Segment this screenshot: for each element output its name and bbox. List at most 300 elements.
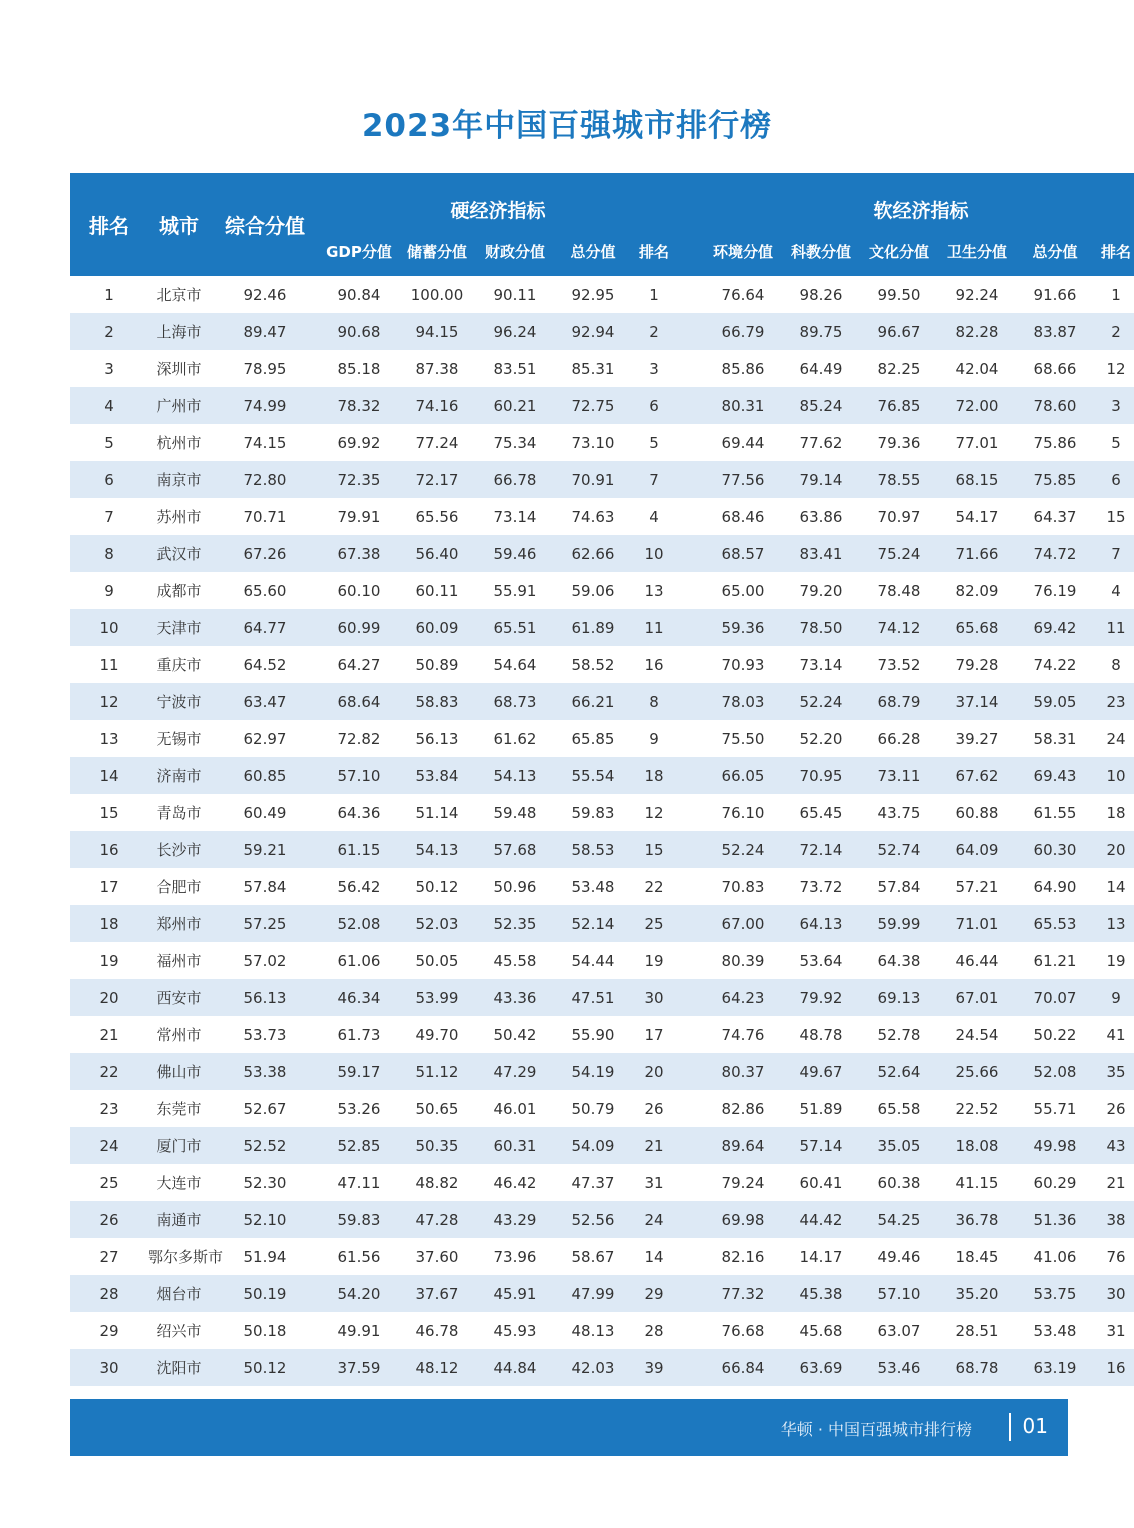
cell-env: 68.46 xyxy=(721,507,765,526)
column-gap xyxy=(676,868,704,905)
cell-hard-rank: 22 xyxy=(644,877,664,896)
cell-hard-rank: 13 xyxy=(644,581,664,600)
cell-fiscal: 60.31 xyxy=(493,1136,537,1155)
cell-hard-rank: 39 xyxy=(644,1358,664,1377)
cell-soft-total: 75.85 xyxy=(1033,470,1077,489)
cell-hard-rank: 2 xyxy=(649,322,659,341)
cell-hard-rank: 16 xyxy=(644,655,664,674)
cell-fiscal: 75.34 xyxy=(493,433,537,452)
column-gap xyxy=(676,1164,704,1201)
cell-savings: 56.13 xyxy=(415,729,459,748)
cell-hard-total: 74.63 xyxy=(571,507,615,526)
cell-env: 76.68 xyxy=(721,1321,765,1340)
cell-soft-total: 64.90 xyxy=(1033,877,1077,896)
cell-composite: 60.85 xyxy=(243,766,287,785)
cell-fiscal: 57.68 xyxy=(493,840,537,859)
cell-gdp: 72.82 xyxy=(337,729,381,748)
cell-fiscal: 46.42 xyxy=(493,1173,537,1192)
cell-gdp: 61.56 xyxy=(337,1247,381,1266)
cell-hard-rank: 21 xyxy=(644,1136,664,1155)
cell-edu: 89.75 xyxy=(799,322,843,341)
cell-gdp: 60.10 xyxy=(337,581,381,600)
cell-env: 80.31 xyxy=(721,396,765,415)
cell-hard-total: 47.51 xyxy=(571,988,615,1007)
cell-culture: 78.55 xyxy=(877,470,921,489)
cell-rank: 9 xyxy=(104,581,114,600)
cell-health: 37.14 xyxy=(955,692,999,711)
table-row xyxy=(70,905,1134,942)
cell-hard-total: 47.99 xyxy=(571,1284,615,1303)
cell-culture: 68.79 xyxy=(877,692,921,711)
cell-gdp: 61.73 xyxy=(337,1025,381,1044)
cell-hard-total: 65.85 xyxy=(571,729,615,748)
cell-hard-total: 85.31 xyxy=(571,359,615,378)
cell-composite: 78.95 xyxy=(243,359,287,378)
cell-culture: 60.38 xyxy=(877,1173,921,1192)
cell-city: 西安市 xyxy=(156,989,202,1007)
cell-hard-total: 48.13 xyxy=(571,1321,615,1340)
cell-savings: 46.78 xyxy=(415,1321,459,1340)
cell-soft-total: 74.72 xyxy=(1033,544,1077,563)
cell-rank: 20 xyxy=(99,988,119,1007)
cell-composite: 63.47 xyxy=(243,692,287,711)
cell-soft-rank: 9 xyxy=(1111,988,1121,1007)
column-gap xyxy=(676,1275,704,1312)
cell-health: 35.20 xyxy=(955,1284,999,1303)
page-number: 01 xyxy=(1022,1414,1048,1438)
cell-soft-total: 55.71 xyxy=(1033,1099,1077,1118)
header-hard-fiscal: 财政分值 xyxy=(484,243,545,261)
cell-fiscal: 68.73 xyxy=(493,692,537,711)
cell-env: 66.05 xyxy=(721,766,765,785)
cell-culture: 73.11 xyxy=(877,766,921,785)
column-gap xyxy=(676,1090,704,1127)
cell-soft-rank: 6 xyxy=(1111,470,1121,489)
cell-health: 68.15 xyxy=(955,470,999,489)
cell-hard-total: 59.06 xyxy=(571,581,615,600)
cell-gdp: 67.38 xyxy=(337,544,381,563)
cell-city: 广州市 xyxy=(156,397,202,415)
cell-hard-total: 42.03 xyxy=(571,1358,615,1377)
cell-edu: 51.89 xyxy=(799,1099,843,1118)
column-gap xyxy=(676,905,704,942)
cell-culture: 54.25 xyxy=(877,1210,921,1229)
cell-gdp: 85.18 xyxy=(337,359,381,378)
cell-soft-rank: 23 xyxy=(1106,692,1126,711)
cell-soft-rank: 15 xyxy=(1106,507,1126,526)
cell-soft-rank: 35 xyxy=(1106,1062,1126,1081)
cell-hard-rank: 31 xyxy=(644,1173,664,1192)
column-gap xyxy=(676,609,704,646)
cell-composite: 74.15 xyxy=(243,433,287,452)
cell-savings: 53.84 xyxy=(415,766,459,785)
cell-savings: 65.56 xyxy=(415,507,459,526)
cell-city: 青岛市 xyxy=(156,804,202,822)
cell-edu: 63.86 xyxy=(799,507,843,526)
table-row xyxy=(70,609,1134,646)
cell-composite: 53.73 xyxy=(243,1025,287,1044)
cell-fiscal: 46.01 xyxy=(493,1099,537,1118)
cell-health: 42.04 xyxy=(955,359,999,378)
cell-gdp: 90.68 xyxy=(337,322,381,341)
cell-gdp: 90.84 xyxy=(337,285,381,304)
cell-composite: 89.47 xyxy=(243,322,287,341)
cell-soft-total: 70.07 xyxy=(1033,988,1077,1007)
cell-hard-rank: 15 xyxy=(644,840,664,859)
cell-env: 77.32 xyxy=(721,1284,765,1303)
cell-edu: 64.13 xyxy=(799,914,843,933)
cell-env: 77.56 xyxy=(721,470,765,489)
cell-culture: 65.58 xyxy=(877,1099,921,1118)
cell-health: 67.01 xyxy=(955,988,999,1007)
cell-env: 59.36 xyxy=(721,618,765,637)
cell-culture: 49.46 xyxy=(877,1247,921,1266)
cell-soft-rank: 10 xyxy=(1106,766,1126,785)
cell-health: 71.66 xyxy=(955,544,999,563)
column-gap xyxy=(676,1053,704,1090)
table-row xyxy=(70,1053,1134,1090)
header-soft-total: 总分值 xyxy=(1032,243,1078,261)
cell-culture: 52.74 xyxy=(877,840,921,859)
cell-env: 66.84 xyxy=(721,1358,765,1377)
cell-rank: 3 xyxy=(104,359,114,378)
cell-health: 28.51 xyxy=(955,1321,999,1340)
cell-composite: 60.49 xyxy=(243,803,287,822)
cell-health: 22.52 xyxy=(955,1099,999,1118)
cell-composite: 65.60 xyxy=(243,581,287,600)
cell-city: 武汉市 xyxy=(156,545,202,563)
cell-fiscal: 59.48 xyxy=(493,803,537,822)
cell-edu: 64.49 xyxy=(799,359,843,378)
cell-gdp: 37.59 xyxy=(337,1358,381,1377)
table-row xyxy=(70,461,1134,498)
cell-health: 54.17 xyxy=(955,507,999,526)
cell-hard-rank: 9 xyxy=(649,729,659,748)
cell-fiscal: 59.46 xyxy=(493,544,537,563)
cell-soft-total: 78.60 xyxy=(1033,396,1077,415)
cell-city: 烟台市 xyxy=(156,1285,202,1303)
cell-savings: 100.00 xyxy=(410,285,464,304)
cell-fiscal: 50.42 xyxy=(493,1025,537,1044)
cell-composite: 67.26 xyxy=(243,544,287,563)
cell-env: 67.00 xyxy=(721,914,765,933)
cell-health: 82.09 xyxy=(955,581,999,600)
cell-rank: 17 xyxy=(99,877,119,896)
cell-savings: 94.15 xyxy=(415,322,459,341)
cell-env: 65.00 xyxy=(721,581,765,600)
cell-edu: 52.20 xyxy=(799,729,843,748)
cell-soft-total: 53.48 xyxy=(1033,1321,1077,1340)
cell-rank: 27 xyxy=(99,1247,119,1266)
cell-gdp: 52.85 xyxy=(337,1136,381,1155)
cell-gdp: 46.34 xyxy=(337,988,381,1007)
cell-culture: 78.48 xyxy=(877,581,921,600)
cell-savings: 51.14 xyxy=(415,803,459,822)
cell-health: 82.28 xyxy=(955,322,999,341)
cell-hard-total: 58.52 xyxy=(571,655,615,674)
cell-soft-total: 64.37 xyxy=(1033,507,1077,526)
cell-savings: 47.28 xyxy=(415,1210,459,1229)
cell-edu: 45.68 xyxy=(799,1321,843,1340)
table-row xyxy=(70,942,1134,979)
header-rank: 排名 xyxy=(89,214,129,238)
cell-rank: 23 xyxy=(99,1099,119,1118)
cell-hard-rank: 18 xyxy=(644,766,664,785)
cell-gdp: 72.35 xyxy=(337,470,381,489)
cell-hard-total: 58.53 xyxy=(571,840,615,859)
column-gap xyxy=(676,1201,704,1238)
cell-savings: 56.40 xyxy=(415,544,459,563)
cell-city: 苏州市 xyxy=(156,508,202,526)
table-body xyxy=(70,276,1134,1386)
table-row xyxy=(70,387,1134,424)
cell-fiscal: 65.51 xyxy=(493,618,537,637)
table-row xyxy=(70,794,1134,831)
cell-savings: 51.12 xyxy=(415,1062,459,1081)
cell-edu: 63.69 xyxy=(799,1358,843,1377)
table-row xyxy=(70,1127,1134,1164)
cell-gdp: 57.10 xyxy=(337,766,381,785)
cell-edu: 79.20 xyxy=(799,581,843,600)
cell-city: 郑州市 xyxy=(156,915,202,933)
cell-soft-total: 69.42 xyxy=(1033,618,1077,637)
header-hard-group: 硬经济指标 xyxy=(450,200,546,222)
cell-composite: 74.99 xyxy=(243,396,287,415)
header-hard-rank: 排名 xyxy=(639,243,670,261)
cell-health: 67.62 xyxy=(955,766,999,785)
cell-hard-total: 70.91 xyxy=(571,470,615,489)
cell-soft-rank: 43 xyxy=(1106,1136,1126,1155)
cell-env: 76.64 xyxy=(721,285,765,304)
cell-city: 宁波市 xyxy=(156,693,202,711)
column-gap xyxy=(676,498,704,535)
cell-health: 72.00 xyxy=(955,396,999,415)
cell-composite: 52.30 xyxy=(243,1173,287,1192)
cell-soft-rank: 26 xyxy=(1106,1099,1126,1118)
cell-hard-total: 52.14 xyxy=(571,914,615,933)
cell-env: 82.16 xyxy=(721,1247,765,1266)
table-row xyxy=(70,757,1134,794)
cell-fiscal: 44.84 xyxy=(493,1358,537,1377)
cell-soft-total: 74.22 xyxy=(1033,655,1077,674)
cell-soft-rank: 5 xyxy=(1111,433,1121,452)
cell-health: 77.01 xyxy=(955,433,999,452)
cell-rank: 24 xyxy=(99,1136,119,1155)
cell-rank: 19 xyxy=(99,951,119,970)
cell-city: 绍兴市 xyxy=(156,1322,202,1340)
cell-rank: 6 xyxy=(104,470,114,489)
cell-fiscal: 43.36 xyxy=(493,988,537,1007)
cell-savings: 53.99 xyxy=(415,988,459,1007)
cell-soft-rank: 13 xyxy=(1106,914,1126,933)
cell-savings: 60.11 xyxy=(415,581,459,600)
cell-rank: 22 xyxy=(99,1062,119,1081)
footer-divider xyxy=(1009,1413,1011,1441)
cell-edu: 65.45 xyxy=(799,803,843,822)
cell-savings: 50.12 xyxy=(415,877,459,896)
table-row xyxy=(70,979,1134,1016)
footer-text: 华顿 · 中国百强城市排行榜 xyxy=(780,1420,972,1439)
cell-soft-rank: 30 xyxy=(1106,1284,1126,1303)
column-gap xyxy=(676,1312,704,1349)
cell-soft-total: 61.21 xyxy=(1033,951,1077,970)
cell-soft-total: 60.30 xyxy=(1033,840,1077,859)
column-gap xyxy=(676,535,704,572)
cell-hard-total: 62.66 xyxy=(571,544,615,563)
cell-env: 75.50 xyxy=(721,729,765,748)
column-gap xyxy=(676,1127,704,1164)
cell-edu: 85.24 xyxy=(799,396,843,415)
cell-savings: 50.35 xyxy=(415,1136,459,1155)
table-row xyxy=(70,276,1134,313)
cell-hard-rank: 29 xyxy=(644,1284,664,1303)
cell-hard-total: 55.54 xyxy=(571,766,615,785)
cell-edu: 98.26 xyxy=(799,285,843,304)
column-gap xyxy=(676,1016,704,1053)
column-gap xyxy=(676,461,704,498)
cell-city: 厦门市 xyxy=(156,1137,202,1155)
cell-soft-total: 68.66 xyxy=(1033,359,1077,378)
cell-health: 71.01 xyxy=(955,914,999,933)
cell-composite: 52.67 xyxy=(243,1099,287,1118)
cell-hard-total: 92.94 xyxy=(571,322,615,341)
cell-gdp: 68.64 xyxy=(337,692,381,711)
column-gap xyxy=(676,1238,704,1275)
cell-fiscal: 45.91 xyxy=(493,1284,537,1303)
cell-culture: 35.05 xyxy=(877,1136,921,1155)
cell-hard-rank: 7 xyxy=(649,470,659,489)
cell-rank: 16 xyxy=(99,840,119,859)
cell-savings: 50.89 xyxy=(415,655,459,674)
table-row xyxy=(70,424,1134,461)
cell-env: 82.86 xyxy=(721,1099,765,1118)
cell-soft-total: 65.53 xyxy=(1033,914,1077,933)
cell-rank: 25 xyxy=(99,1173,119,1192)
cell-savings: 87.38 xyxy=(415,359,459,378)
cell-culture: 69.13 xyxy=(877,988,921,1007)
cell-composite: 56.13 xyxy=(243,988,287,1007)
column-gap xyxy=(676,1349,704,1386)
cell-env: 69.98 xyxy=(721,1210,765,1229)
cell-culture: 64.38 xyxy=(877,951,921,970)
header-soft-health: 卫生分值 xyxy=(947,243,1008,261)
cell-fiscal: 52.35 xyxy=(493,914,537,933)
cell-city: 长沙市 xyxy=(156,841,202,859)
cell-gdp: 61.15 xyxy=(337,840,381,859)
cell-city: 大连市 xyxy=(156,1174,202,1192)
cell-health: 24.54 xyxy=(955,1025,999,1044)
cell-soft-rank: 41 xyxy=(1106,1025,1126,1044)
table-row xyxy=(70,1238,1134,1275)
table-row xyxy=(70,572,1134,609)
cell-city: 福州市 xyxy=(156,952,202,970)
cell-composite: 50.12 xyxy=(243,1358,287,1377)
column-gap xyxy=(676,387,704,424)
cell-rank: 12 xyxy=(99,692,119,711)
cell-city: 鄂尔多斯市 xyxy=(148,1248,224,1266)
cell-soft-total: 53.75 xyxy=(1033,1284,1077,1303)
cell-soft-total: 52.08 xyxy=(1033,1062,1077,1081)
cell-savings: 37.60 xyxy=(415,1247,459,1266)
table-row xyxy=(70,831,1134,868)
cell-soft-rank: 4 xyxy=(1111,581,1121,600)
cell-rank: 28 xyxy=(99,1284,119,1303)
cell-hard-total: 50.79 xyxy=(571,1099,615,1118)
cell-env: 85.86 xyxy=(721,359,765,378)
cell-composite: 72.80 xyxy=(243,470,287,489)
cell-hard-total: 72.75 xyxy=(571,396,615,415)
cell-hard-rank: 30 xyxy=(644,988,664,1007)
cell-edu: 78.50 xyxy=(799,618,843,637)
cell-savings: 77.24 xyxy=(415,433,459,452)
cell-soft-total: 63.19 xyxy=(1033,1358,1077,1377)
ranking-table xyxy=(70,173,1134,1386)
cell-city: 南通市 xyxy=(156,1211,202,1229)
cell-culture: 53.46 xyxy=(877,1358,921,1377)
cell-hard-rank: 4 xyxy=(649,507,659,526)
cell-hard-rank: 6 xyxy=(649,396,659,415)
cell-hard-rank: 26 xyxy=(644,1099,664,1118)
table-row xyxy=(70,646,1134,683)
cell-hard-total: 59.83 xyxy=(571,803,615,822)
cell-soft-total: 76.19 xyxy=(1033,581,1077,600)
cell-hard-rank: 3 xyxy=(649,359,659,378)
cell-composite: 57.25 xyxy=(243,914,287,933)
cell-env: 80.39 xyxy=(721,951,765,970)
cell-hard-rank: 1 xyxy=(649,285,659,304)
cell-health: 68.78 xyxy=(955,1358,999,1377)
cell-edu: 73.14 xyxy=(799,655,843,674)
cell-composite: 57.84 xyxy=(243,877,287,896)
cell-fiscal: 55.91 xyxy=(493,581,537,600)
cell-hard-rank: 10 xyxy=(644,544,664,563)
cell-soft-rank: 24 xyxy=(1106,729,1126,748)
cell-soft-total: 49.98 xyxy=(1033,1136,1077,1155)
cell-culture: 96.67 xyxy=(877,322,921,341)
cell-health: 25.66 xyxy=(955,1062,999,1081)
column-gap xyxy=(676,757,704,794)
cell-hard-total: 47.37 xyxy=(571,1173,615,1192)
column-gap xyxy=(676,646,704,683)
cell-savings: 54.13 xyxy=(415,840,459,859)
cell-composite: 52.52 xyxy=(243,1136,287,1155)
cell-edu: 44.42 xyxy=(799,1210,843,1229)
cell-composite: 50.18 xyxy=(243,1321,287,1340)
cell-health: 79.28 xyxy=(955,655,999,674)
cell-edu: 48.78 xyxy=(799,1025,843,1044)
cell-rank: 14 xyxy=(99,766,119,785)
cell-hard-total: 53.48 xyxy=(571,877,615,896)
cell-gdp: 60.99 xyxy=(337,618,381,637)
table-row xyxy=(70,1275,1134,1312)
cell-savings: 50.05 xyxy=(415,951,459,970)
cell-hard-rank: 25 xyxy=(644,914,664,933)
cell-env: 78.03 xyxy=(721,692,765,711)
cell-savings: 72.17 xyxy=(415,470,459,489)
table-row xyxy=(70,535,1134,572)
table-row xyxy=(70,1164,1134,1201)
cell-gdp: 61.06 xyxy=(337,951,381,970)
cell-soft-total: 75.86 xyxy=(1033,433,1077,452)
cell-culture: 52.78 xyxy=(877,1025,921,1044)
cell-edu: 70.95 xyxy=(799,766,843,785)
table-row xyxy=(70,1201,1134,1238)
cell-city: 东莞市 xyxy=(156,1100,202,1118)
cell-gdp: 64.36 xyxy=(337,803,381,822)
cell-edu: 49.67 xyxy=(799,1062,843,1081)
cell-hard-total: 54.19 xyxy=(571,1062,615,1081)
cell-fiscal: 50.96 xyxy=(493,877,537,896)
